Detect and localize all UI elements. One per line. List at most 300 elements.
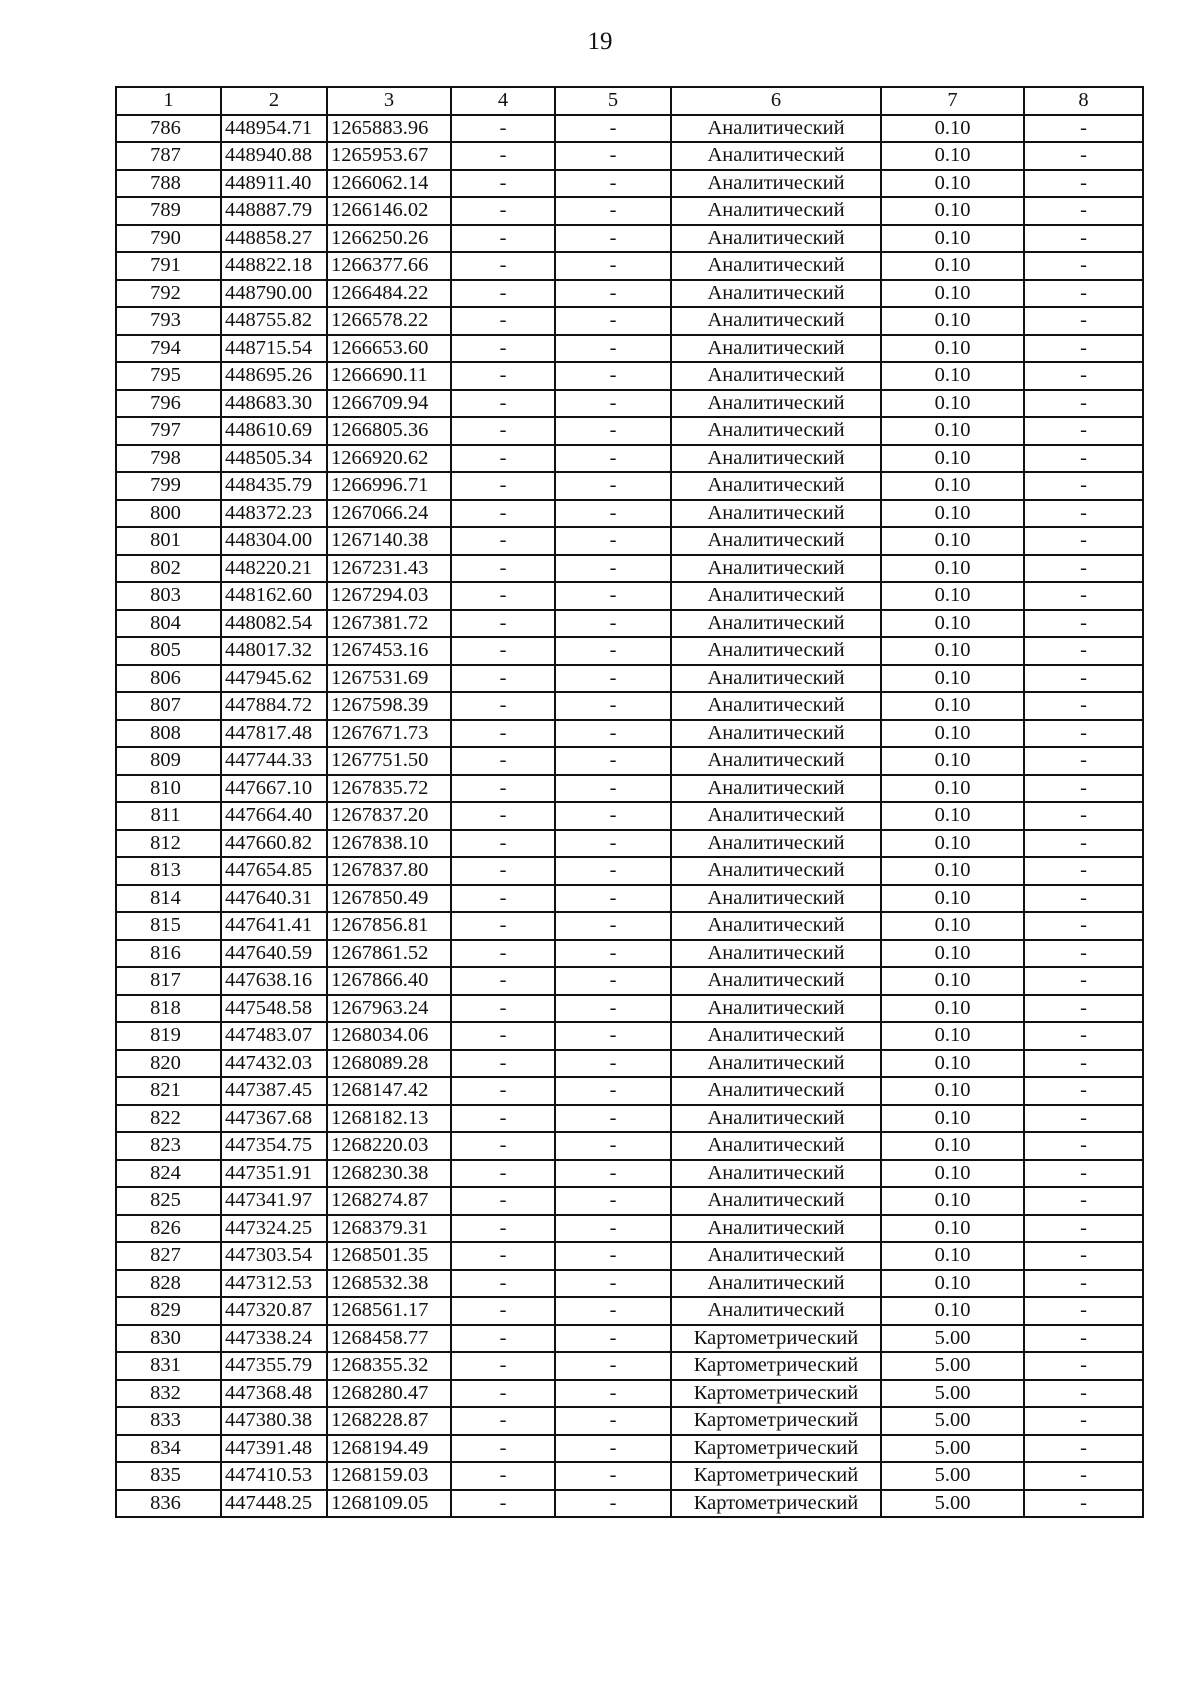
method-cell: Аналитический bbox=[671, 362, 881, 390]
col4-cell: - bbox=[451, 417, 555, 445]
x-coordinate-cell: 447640.31 bbox=[221, 885, 327, 913]
col8-cell: - bbox=[1024, 527, 1143, 555]
col5-cell: - bbox=[555, 1462, 671, 1490]
col4-cell: - bbox=[451, 1105, 555, 1133]
col4-cell: - bbox=[451, 500, 555, 528]
col5-cell: - bbox=[555, 637, 671, 665]
point-number-cell: 811 bbox=[116, 802, 221, 830]
y-coordinate-cell: 1268194.49 bbox=[327, 1435, 451, 1463]
col8-cell: - bbox=[1024, 802, 1143, 830]
method-cell: Аналитический bbox=[671, 775, 881, 803]
method-cell: Аналитический bbox=[671, 830, 881, 858]
table-row bbox=[116, 720, 1143, 748]
col4-cell: - bbox=[451, 1462, 555, 1490]
method-cell: Картометрический bbox=[671, 1462, 881, 1490]
x-coordinate-cell: 447817.48 bbox=[221, 720, 327, 748]
method-cell: Аналитический bbox=[671, 197, 881, 225]
x-coordinate-cell: 448858.27 bbox=[221, 225, 327, 253]
accuracy-cell: 0.10 bbox=[881, 802, 1024, 830]
method-cell: Аналитический bbox=[671, 1132, 881, 1160]
col5-cell: - bbox=[555, 390, 671, 418]
point-number-cell: 800 bbox=[116, 500, 221, 528]
x-coordinate-cell: 447320.87 bbox=[221, 1297, 327, 1325]
point-number-cell: 802 bbox=[116, 555, 221, 583]
col8-cell: - bbox=[1024, 115, 1143, 143]
col4-cell: - bbox=[451, 692, 555, 720]
y-coordinate-cell: 1266690.11 bbox=[327, 362, 451, 390]
table-row bbox=[116, 252, 1143, 280]
table-row bbox=[116, 1132, 1143, 1160]
y-coordinate-cell: 1268274.87 bbox=[327, 1187, 451, 1215]
col4-cell: - bbox=[451, 1187, 555, 1215]
y-coordinate-cell: 1267066.24 bbox=[327, 500, 451, 528]
col5-cell: - bbox=[555, 1105, 671, 1133]
col5-cell: - bbox=[555, 692, 671, 720]
point-number-cell: 817 bbox=[116, 967, 221, 995]
accuracy-cell: 0.10 bbox=[881, 1077, 1024, 1105]
point-number-cell: 812 bbox=[116, 830, 221, 858]
table-row bbox=[116, 1022, 1143, 1050]
x-coordinate-cell: 447548.58 bbox=[221, 995, 327, 1023]
col8-cell: - bbox=[1024, 500, 1143, 528]
table-row bbox=[116, 1380, 1143, 1408]
x-coordinate-cell: 447338.24 bbox=[221, 1325, 327, 1353]
column-header: 1 bbox=[116, 87, 221, 115]
method-cell: Аналитический bbox=[671, 1077, 881, 1105]
y-coordinate-cell: 1267838.10 bbox=[327, 830, 451, 858]
method-cell: Аналитический bbox=[671, 555, 881, 583]
col4-cell: - bbox=[451, 527, 555, 555]
method-cell: Картометрический bbox=[671, 1352, 881, 1380]
accuracy-cell: 0.10 bbox=[881, 225, 1024, 253]
table-row bbox=[116, 280, 1143, 308]
method-cell: Картометрический bbox=[671, 1407, 881, 1435]
table-row bbox=[116, 197, 1143, 225]
table-row bbox=[116, 390, 1143, 418]
method-cell: Аналитический bbox=[671, 885, 881, 913]
point-number-cell: 824 bbox=[116, 1160, 221, 1188]
method-cell: Аналитический bbox=[671, 1297, 881, 1325]
col4-cell: - bbox=[451, 225, 555, 253]
y-coordinate-cell: 1268228.87 bbox=[327, 1407, 451, 1435]
accuracy-cell: 5.00 bbox=[881, 1435, 1024, 1463]
col5-cell: - bbox=[555, 252, 671, 280]
table-row bbox=[116, 885, 1143, 913]
y-coordinate-cell: 1268280.47 bbox=[327, 1380, 451, 1408]
accuracy-cell: 0.10 bbox=[881, 307, 1024, 335]
x-coordinate-cell: 447351.91 bbox=[221, 1160, 327, 1188]
column-header: 6 bbox=[671, 87, 881, 115]
col5-cell: - bbox=[555, 665, 671, 693]
point-number-cell: 789 bbox=[116, 197, 221, 225]
y-coordinate-cell: 1268501.35 bbox=[327, 1242, 451, 1270]
method-cell: Аналитический bbox=[671, 802, 881, 830]
table-row bbox=[116, 967, 1143, 995]
col4-cell: - bbox=[451, 1325, 555, 1353]
table-row bbox=[116, 1352, 1143, 1380]
table-row bbox=[116, 1462, 1143, 1490]
col4-cell: - bbox=[451, 170, 555, 198]
column-header: 5 bbox=[555, 87, 671, 115]
accuracy-cell: 0.10 bbox=[881, 115, 1024, 143]
col8-cell: - bbox=[1024, 747, 1143, 775]
col8-cell: - bbox=[1024, 472, 1143, 500]
col4-cell: - bbox=[451, 857, 555, 885]
point-number-cell: 835 bbox=[116, 1462, 221, 1490]
accuracy-cell: 0.10 bbox=[881, 967, 1024, 995]
col4-cell: - bbox=[451, 1050, 555, 1078]
col4-cell: - bbox=[451, 280, 555, 308]
col4-cell: - bbox=[451, 775, 555, 803]
accuracy-cell: 0.10 bbox=[881, 912, 1024, 940]
col5-cell: - bbox=[555, 527, 671, 555]
table-body bbox=[116, 115, 1143, 1518]
col8-cell: - bbox=[1024, 940, 1143, 968]
method-cell: Аналитический bbox=[671, 142, 881, 170]
point-number-cell: 807 bbox=[116, 692, 221, 720]
table-row bbox=[116, 1270, 1143, 1298]
method-cell: Аналитический bbox=[671, 307, 881, 335]
col8-cell: - bbox=[1024, 335, 1143, 363]
accuracy-cell: 0.10 bbox=[881, 390, 1024, 418]
x-coordinate-cell: 447410.53 bbox=[221, 1462, 327, 1490]
y-coordinate-cell: 1267837.20 bbox=[327, 802, 451, 830]
table-row bbox=[116, 225, 1143, 253]
method-cell: Картометрический bbox=[671, 1435, 881, 1463]
table-row bbox=[116, 500, 1143, 528]
col5-cell: - bbox=[555, 170, 671, 198]
accuracy-cell: 0.10 bbox=[881, 280, 1024, 308]
y-coordinate-cell: 1266250.26 bbox=[327, 225, 451, 253]
y-coordinate-cell: 1265883.96 bbox=[327, 115, 451, 143]
point-number-cell: 793 bbox=[116, 307, 221, 335]
col5-cell: - bbox=[555, 555, 671, 583]
point-number-cell: 791 bbox=[116, 252, 221, 280]
x-coordinate-cell: 448911.40 bbox=[221, 170, 327, 198]
table-row bbox=[116, 1215, 1143, 1243]
col4-cell: - bbox=[451, 802, 555, 830]
col4-cell: - bbox=[451, 252, 555, 280]
col4-cell: - bbox=[451, 472, 555, 500]
x-coordinate-cell: 447660.82 bbox=[221, 830, 327, 858]
method-cell: Аналитический bbox=[671, 747, 881, 775]
method-cell: Аналитический bbox=[671, 1022, 881, 1050]
col4-cell: - bbox=[451, 1380, 555, 1408]
table-row bbox=[116, 995, 1143, 1023]
accuracy-cell: 0.10 bbox=[881, 1105, 1024, 1133]
y-coordinate-cell: 1268109.05 bbox=[327, 1490, 451, 1518]
col4-cell: - bbox=[451, 747, 555, 775]
accuracy-cell: 5.00 bbox=[881, 1407, 1024, 1435]
col8-cell: - bbox=[1024, 637, 1143, 665]
col8-cell: - bbox=[1024, 1490, 1143, 1518]
accuracy-cell: 5.00 bbox=[881, 1462, 1024, 1490]
table-row bbox=[116, 692, 1143, 720]
col8-cell: - bbox=[1024, 1187, 1143, 1215]
col4-cell: - bbox=[451, 995, 555, 1023]
method-cell: Аналитический bbox=[671, 417, 881, 445]
x-coordinate-cell: 448017.32 bbox=[221, 637, 327, 665]
table-row bbox=[116, 170, 1143, 198]
col4-cell: - bbox=[451, 1435, 555, 1463]
table-row bbox=[116, 1325, 1143, 1353]
point-number-cell: 831 bbox=[116, 1352, 221, 1380]
x-coordinate-cell: 448683.30 bbox=[221, 390, 327, 418]
point-number-cell: 832 bbox=[116, 1380, 221, 1408]
method-cell: Аналитический bbox=[671, 692, 881, 720]
method-cell: Аналитический bbox=[671, 445, 881, 473]
column-header: 7 bbox=[881, 87, 1024, 115]
table-row bbox=[116, 582, 1143, 610]
y-coordinate-cell: 1267751.50 bbox=[327, 747, 451, 775]
method-cell: Картометрический bbox=[671, 1380, 881, 1408]
accuracy-cell: 0.10 bbox=[881, 1050, 1024, 1078]
accuracy-cell: 0.10 bbox=[881, 197, 1024, 225]
accuracy-cell: 0.10 bbox=[881, 1022, 1024, 1050]
y-coordinate-cell: 1266653.60 bbox=[327, 335, 451, 363]
col4-cell: - bbox=[451, 1270, 555, 1298]
accuracy-cell: 0.10 bbox=[881, 472, 1024, 500]
method-cell: Аналитический bbox=[671, 472, 881, 500]
point-number-cell: 819 bbox=[116, 1022, 221, 1050]
col8-cell: - bbox=[1024, 995, 1143, 1023]
y-coordinate-cell: 1267381.72 bbox=[327, 610, 451, 638]
col8-cell: - bbox=[1024, 775, 1143, 803]
y-coordinate-cell: 1267850.49 bbox=[327, 885, 451, 913]
table-row bbox=[116, 637, 1143, 665]
y-coordinate-cell: 1266062.14 bbox=[327, 170, 451, 198]
accuracy-cell: 0.10 bbox=[881, 692, 1024, 720]
y-coordinate-cell: 1266920.62 bbox=[327, 445, 451, 473]
col5-cell: - bbox=[555, 1490, 671, 1518]
table-row bbox=[116, 1490, 1143, 1518]
point-number-cell: 786 bbox=[116, 115, 221, 143]
point-number-cell: 808 bbox=[116, 720, 221, 748]
col5-cell: - bbox=[555, 1160, 671, 1188]
point-number-cell: 803 bbox=[116, 582, 221, 610]
col4-cell: - bbox=[451, 307, 555, 335]
col8-cell: - bbox=[1024, 1077, 1143, 1105]
x-coordinate-cell: 447367.68 bbox=[221, 1105, 327, 1133]
point-number-cell: 806 bbox=[116, 665, 221, 693]
accuracy-cell: 0.10 bbox=[881, 720, 1024, 748]
x-coordinate-cell: 448220.21 bbox=[221, 555, 327, 583]
col5-cell: - bbox=[555, 1435, 671, 1463]
y-coordinate-cell: 1267837.80 bbox=[327, 857, 451, 885]
accuracy-cell: 0.10 bbox=[881, 500, 1024, 528]
y-coordinate-cell: 1267671.73 bbox=[327, 720, 451, 748]
x-coordinate-cell: 448695.26 bbox=[221, 362, 327, 390]
point-number-cell: 829 bbox=[116, 1297, 221, 1325]
y-coordinate-cell: 1267866.40 bbox=[327, 967, 451, 995]
col8-cell: - bbox=[1024, 307, 1143, 335]
col5-cell: - bbox=[555, 1077, 671, 1105]
method-cell: Аналитический bbox=[671, 1050, 881, 1078]
method-cell: Аналитический bbox=[671, 637, 881, 665]
accuracy-cell: 0.10 bbox=[881, 995, 1024, 1023]
point-number-cell: 801 bbox=[116, 527, 221, 555]
col4-cell: - bbox=[451, 967, 555, 995]
x-coordinate-cell: 447483.07 bbox=[221, 1022, 327, 1050]
col4-cell: - bbox=[451, 197, 555, 225]
col4-cell: - bbox=[451, 362, 555, 390]
table-row bbox=[116, 335, 1143, 363]
point-number-cell: 792 bbox=[116, 280, 221, 308]
y-coordinate-cell: 1266377.66 bbox=[327, 252, 451, 280]
table-row bbox=[116, 665, 1143, 693]
col5-cell: - bbox=[555, 1187, 671, 1215]
col8-cell: - bbox=[1024, 170, 1143, 198]
table-row bbox=[116, 940, 1143, 968]
method-cell: Аналитический bbox=[671, 665, 881, 693]
point-number-cell: 827 bbox=[116, 1242, 221, 1270]
col8-cell: - bbox=[1024, 1352, 1143, 1380]
accuracy-cell: 0.10 bbox=[881, 362, 1024, 390]
point-number-cell: 833 bbox=[116, 1407, 221, 1435]
col5-cell: - bbox=[555, 1215, 671, 1243]
table-row bbox=[116, 1160, 1143, 1188]
col8-cell: - bbox=[1024, 1435, 1143, 1463]
table-row bbox=[116, 610, 1143, 638]
col5-cell: - bbox=[555, 940, 671, 968]
point-number-cell: 797 bbox=[116, 417, 221, 445]
table-row bbox=[116, 912, 1143, 940]
y-coordinate-cell: 1267598.39 bbox=[327, 692, 451, 720]
col8-cell: - bbox=[1024, 417, 1143, 445]
y-coordinate-cell: 1266578.22 bbox=[327, 307, 451, 335]
x-coordinate-cell: 448954.71 bbox=[221, 115, 327, 143]
y-coordinate-cell: 1268379.31 bbox=[327, 1215, 451, 1243]
method-cell: Аналитический bbox=[671, 857, 881, 885]
col5-cell: - bbox=[555, 115, 671, 143]
accuracy-cell: 0.10 bbox=[881, 417, 1024, 445]
col8-cell: - bbox=[1024, 252, 1143, 280]
y-coordinate-cell: 1267531.69 bbox=[327, 665, 451, 693]
table-row bbox=[116, 527, 1143, 555]
point-number-cell: 804 bbox=[116, 610, 221, 638]
column-header: 4 bbox=[451, 87, 555, 115]
table-row bbox=[116, 830, 1143, 858]
col5-cell: - bbox=[555, 1380, 671, 1408]
col8-cell: - bbox=[1024, 1160, 1143, 1188]
x-coordinate-cell: 448304.00 bbox=[221, 527, 327, 555]
point-number-cell: 813 bbox=[116, 857, 221, 885]
x-coordinate-cell: 447380.38 bbox=[221, 1407, 327, 1435]
col5-cell: - bbox=[555, 417, 671, 445]
y-coordinate-cell: 1267963.24 bbox=[327, 995, 451, 1023]
col8-cell: - bbox=[1024, 720, 1143, 748]
x-coordinate-cell: 448822.18 bbox=[221, 252, 327, 280]
col5-cell: - bbox=[555, 362, 671, 390]
y-coordinate-cell: 1266709.94 bbox=[327, 390, 451, 418]
point-number-cell: 836 bbox=[116, 1490, 221, 1518]
point-number-cell: 810 bbox=[116, 775, 221, 803]
x-coordinate-cell: 447638.16 bbox=[221, 967, 327, 995]
col4-cell: - bbox=[451, 720, 555, 748]
col8-cell: - bbox=[1024, 1270, 1143, 1298]
col4-cell: - bbox=[451, 1352, 555, 1380]
table-row bbox=[116, 775, 1143, 803]
accuracy-cell: 0.10 bbox=[881, 610, 1024, 638]
col8-cell: - bbox=[1024, 692, 1143, 720]
y-coordinate-cell: 1267835.72 bbox=[327, 775, 451, 803]
point-number-cell: 834 bbox=[116, 1435, 221, 1463]
x-coordinate-cell: 447664.40 bbox=[221, 802, 327, 830]
point-number-cell: 787 bbox=[116, 142, 221, 170]
accuracy-cell: 0.10 bbox=[881, 445, 1024, 473]
accuracy-cell: 0.10 bbox=[881, 582, 1024, 610]
col5-cell: - bbox=[555, 307, 671, 335]
col4-cell: - bbox=[451, 665, 555, 693]
accuracy-cell: 0.10 bbox=[881, 665, 1024, 693]
accuracy-cell: 0.10 bbox=[881, 857, 1024, 885]
col8-cell: - bbox=[1024, 1105, 1143, 1133]
method-cell: Аналитический bbox=[671, 582, 881, 610]
col8-cell: - bbox=[1024, 225, 1143, 253]
table-row bbox=[116, 142, 1143, 170]
col5-cell: - bbox=[555, 885, 671, 913]
col5-cell: - bbox=[555, 500, 671, 528]
method-cell: Аналитический bbox=[671, 225, 881, 253]
point-number-cell: 815 bbox=[116, 912, 221, 940]
accuracy-cell: 0.10 bbox=[881, 142, 1024, 170]
col8-cell: - bbox=[1024, 1022, 1143, 1050]
method-cell: Аналитический bbox=[671, 1215, 881, 1243]
col5-cell: - bbox=[555, 802, 671, 830]
x-coordinate-cell: 448435.79 bbox=[221, 472, 327, 500]
y-coordinate-cell: 1267453.16 bbox=[327, 637, 451, 665]
accuracy-cell: 0.10 bbox=[881, 335, 1024, 363]
y-coordinate-cell: 1268147.42 bbox=[327, 1077, 451, 1105]
col5-cell: - bbox=[555, 197, 671, 225]
column-header: 2 bbox=[221, 87, 327, 115]
method-cell: Аналитический bbox=[671, 1105, 881, 1133]
x-coordinate-cell: 447354.75 bbox=[221, 1132, 327, 1160]
col5-cell: - bbox=[555, 1325, 671, 1353]
point-number-cell: 798 bbox=[116, 445, 221, 473]
y-coordinate-cell: 1267140.38 bbox=[327, 527, 451, 555]
point-number-cell: 809 bbox=[116, 747, 221, 775]
accuracy-cell: 0.10 bbox=[881, 830, 1024, 858]
accuracy-cell: 0.10 bbox=[881, 1160, 1024, 1188]
col8-cell: - bbox=[1024, 582, 1143, 610]
method-cell: Аналитический bbox=[671, 1242, 881, 1270]
y-coordinate-cell: 1266996.71 bbox=[327, 472, 451, 500]
y-coordinate-cell: 1267856.81 bbox=[327, 912, 451, 940]
col8-cell: - bbox=[1024, 857, 1143, 885]
x-coordinate-cell: 447391.48 bbox=[221, 1435, 327, 1463]
x-coordinate-cell: 447312.53 bbox=[221, 1270, 327, 1298]
col4-cell: - bbox=[451, 1242, 555, 1270]
x-coordinate-cell: 447387.45 bbox=[221, 1077, 327, 1105]
point-number-cell: 826 bbox=[116, 1215, 221, 1243]
col4-cell: - bbox=[451, 885, 555, 913]
x-coordinate-cell: 448755.82 bbox=[221, 307, 327, 335]
col8-cell: - bbox=[1024, 1132, 1143, 1160]
col4-cell: - bbox=[451, 335, 555, 363]
accuracy-cell: 0.10 bbox=[881, 885, 1024, 913]
y-coordinate-cell: 1265953.67 bbox=[327, 142, 451, 170]
table-row bbox=[116, 417, 1143, 445]
x-coordinate-cell: 448162.60 bbox=[221, 582, 327, 610]
col5-cell: - bbox=[555, 1407, 671, 1435]
y-coordinate-cell: 1266805.36 bbox=[327, 417, 451, 445]
x-coordinate-cell: 448505.34 bbox=[221, 445, 327, 473]
col5-cell: - bbox=[555, 1132, 671, 1160]
accuracy-cell: 0.10 bbox=[881, 252, 1024, 280]
table-row bbox=[116, 362, 1143, 390]
col5-cell: - bbox=[555, 610, 671, 638]
